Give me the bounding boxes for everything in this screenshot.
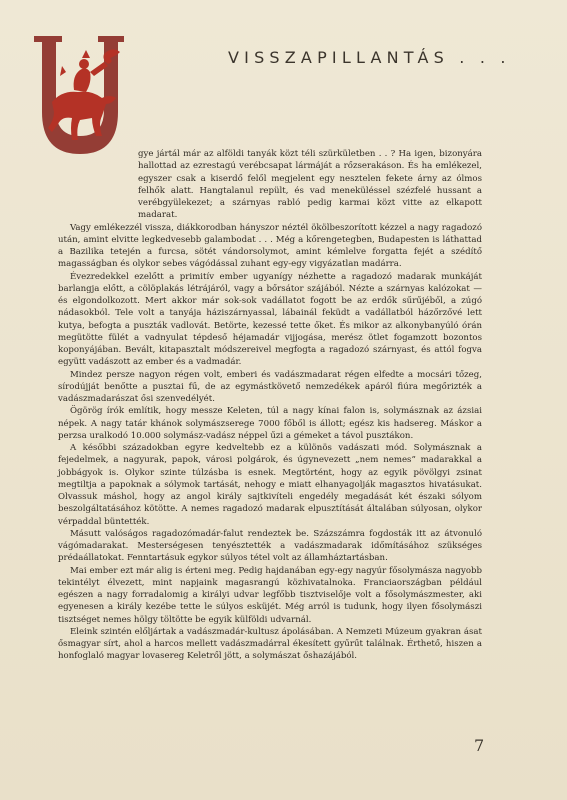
paragraph-3: Évezredekkel ezelőtt a primitív ember ugyanígy nézhette a ragadozó madarak munkáját barlangja előtt, a cölöplakás létrájáról, vagy a bőrsátor szájából. Nézte a szárnyas kalózokat — és elgondolkozott. Mert akkor már sok-sok vadállatot fogott be az erdők sűrűjéből, a zúgó nádasokból. Tele volt a tanyája háziszárnyassal, lábainál feküdt a vadállatból házőrzővé lett kutya, befogta a puszták vadlovát. Betörte, kezessé tette őket. És mikor az alkonybanyúló órán megütötte fülét a vadnyulat tépdeső héjamadár vijjogása, merész ötlet fogamzott bozontos koponyájában. Bevált, kitapasztalt módszereivel megfogta a ragadozó szárnyast, és attól fogva együtt vadászott az ember és a vadmadár. (58, 271, 482, 368)
paragraph-7: Másutt valóságos ragadozómadár-falut rendeztek be. Százszámra fogdosták itt az átvonuló vágómadarakat. Mesterségesen tenyésztették a vadászmadarak időmításához szükséges prédaállatokat. Fenntartásuk egykor súlyos tétel volt az államháztartásban. (58, 528, 482, 564)
paragraph-8: Mai ember ezt már alig is érteni meg. Pedig hajdanában egy-egy nagyúr fősolymásza nagyobb tekintélyt élvezett, mint napjaink magasrangú közhivatalnoka. Franciaországban például egészen a nagy forradalomig a királyi udvar legfőbb tisztviselője volt a fősolymászmester, aki egyenesen a király kezébe tette le súlyos esküjét. Még arról is tudunk, hogy ilyen fősolymászi tisztséget nemes hölgy töltötte be egyik külföldi udvarnál. (58, 565, 482, 625)
page-number: 7 (474, 736, 485, 755)
illustrated-dropcap (32, 32, 130, 160)
paragraph-9: Eleink szintén előljártak a vadászmadár-kultusz ápolásában. A Nemzeti Múzeum gyakran ásat ősmagyar sírt, ahol a harcos mellett vadászmadárral ékesített gyűrűt találnak. Érthető, hiszen a honfoglaló magyar lovasereg Keletről jött, a solymászat őshazájából. (58, 626, 482, 662)
paragraph-1: gye jártál már az alföldi tanyák közt téli szürkületben . . ? Ha igen, bizonyára hallottad az ezrestagú verébcsapat lármáját a rőzserakáson. És ha emlékezel, egyszer csak a kiserdő felől megjelent egy nesztelen fekete árny az ólmos felhők alatt. Hangtalanul repült, és vad meneküléssel szézfelé hussant a verébgyülekezet; a szárnyas rabló pedig karmai közt vitte az elkapott madarat. (138, 149, 482, 221)
body-text (58, 148, 482, 663)
paragraph-5: Ögörög írók említik, hogy messze Keleten, túl a nagy kínai falon is, solymásznak az ázsiai népek. A nagy tatár khánok solymászserege 7000 főből is állott; egész kis hadsereg. Máskor a perzsa uralkodó 10.000 solymász-vadász néppel űzi a gémeket a távol pusztákon. (58, 406, 482, 441)
paragraph-2: Vagy emlékezzél vissza, diákkorodban hányszor néztél ökölbeszorított kézzel a nagy ragadozó után, amint elvitte legkedvesebb galambodat . . . Még a kőrengetegben, Budapesten is láthattad a Bazilika tetején a furcsa, sötét vándorsolymot, amint kémlelve forgatta fejét a szédítő magasságban és olykor sebes vágódással zuhant egy-egy vigyázatlan madárra. (58, 222, 482, 270)
paragraph-4: Mindez persze nagyon régen volt, emberi és vadászmadarat régen elfedte a mocsári tőzeg, sírodújját benőtte a pusztai fű, de az egymástkövető nemzedékek apáról fiúra megőrizték a vadászmadarászat ősi szenvedélyét. (58, 369, 482, 404)
chapter-title: VISSZAPILLANTÁS . . . (228, 48, 511, 67)
paragraph-6: A későbbi századokban egyre kedveltebb ez a különös vadászati mód. Solymásznak a fejedelmek, a nagyurak, papok, városi polgárok, és úgynevezett „nem nemes” madarakkal a jobbágyok is. Olykor szinte túlzásba is esnek. Megtörtént, hogy az egyik pövölgyi zsinat megtiltja a papoknak a sólymok tartását, nehogy e miatt elhanyagolják magasztos hivatásukat. Olvassuk máshol, hogy az angol király sajtkivíteli engedély megadását két északi sólyom beszolgáltatásához kötötte. A nemes ragadozó madarak elpusztítását általában súlyosan, olykor vérpaddal büntették. (58, 443, 482, 527)
